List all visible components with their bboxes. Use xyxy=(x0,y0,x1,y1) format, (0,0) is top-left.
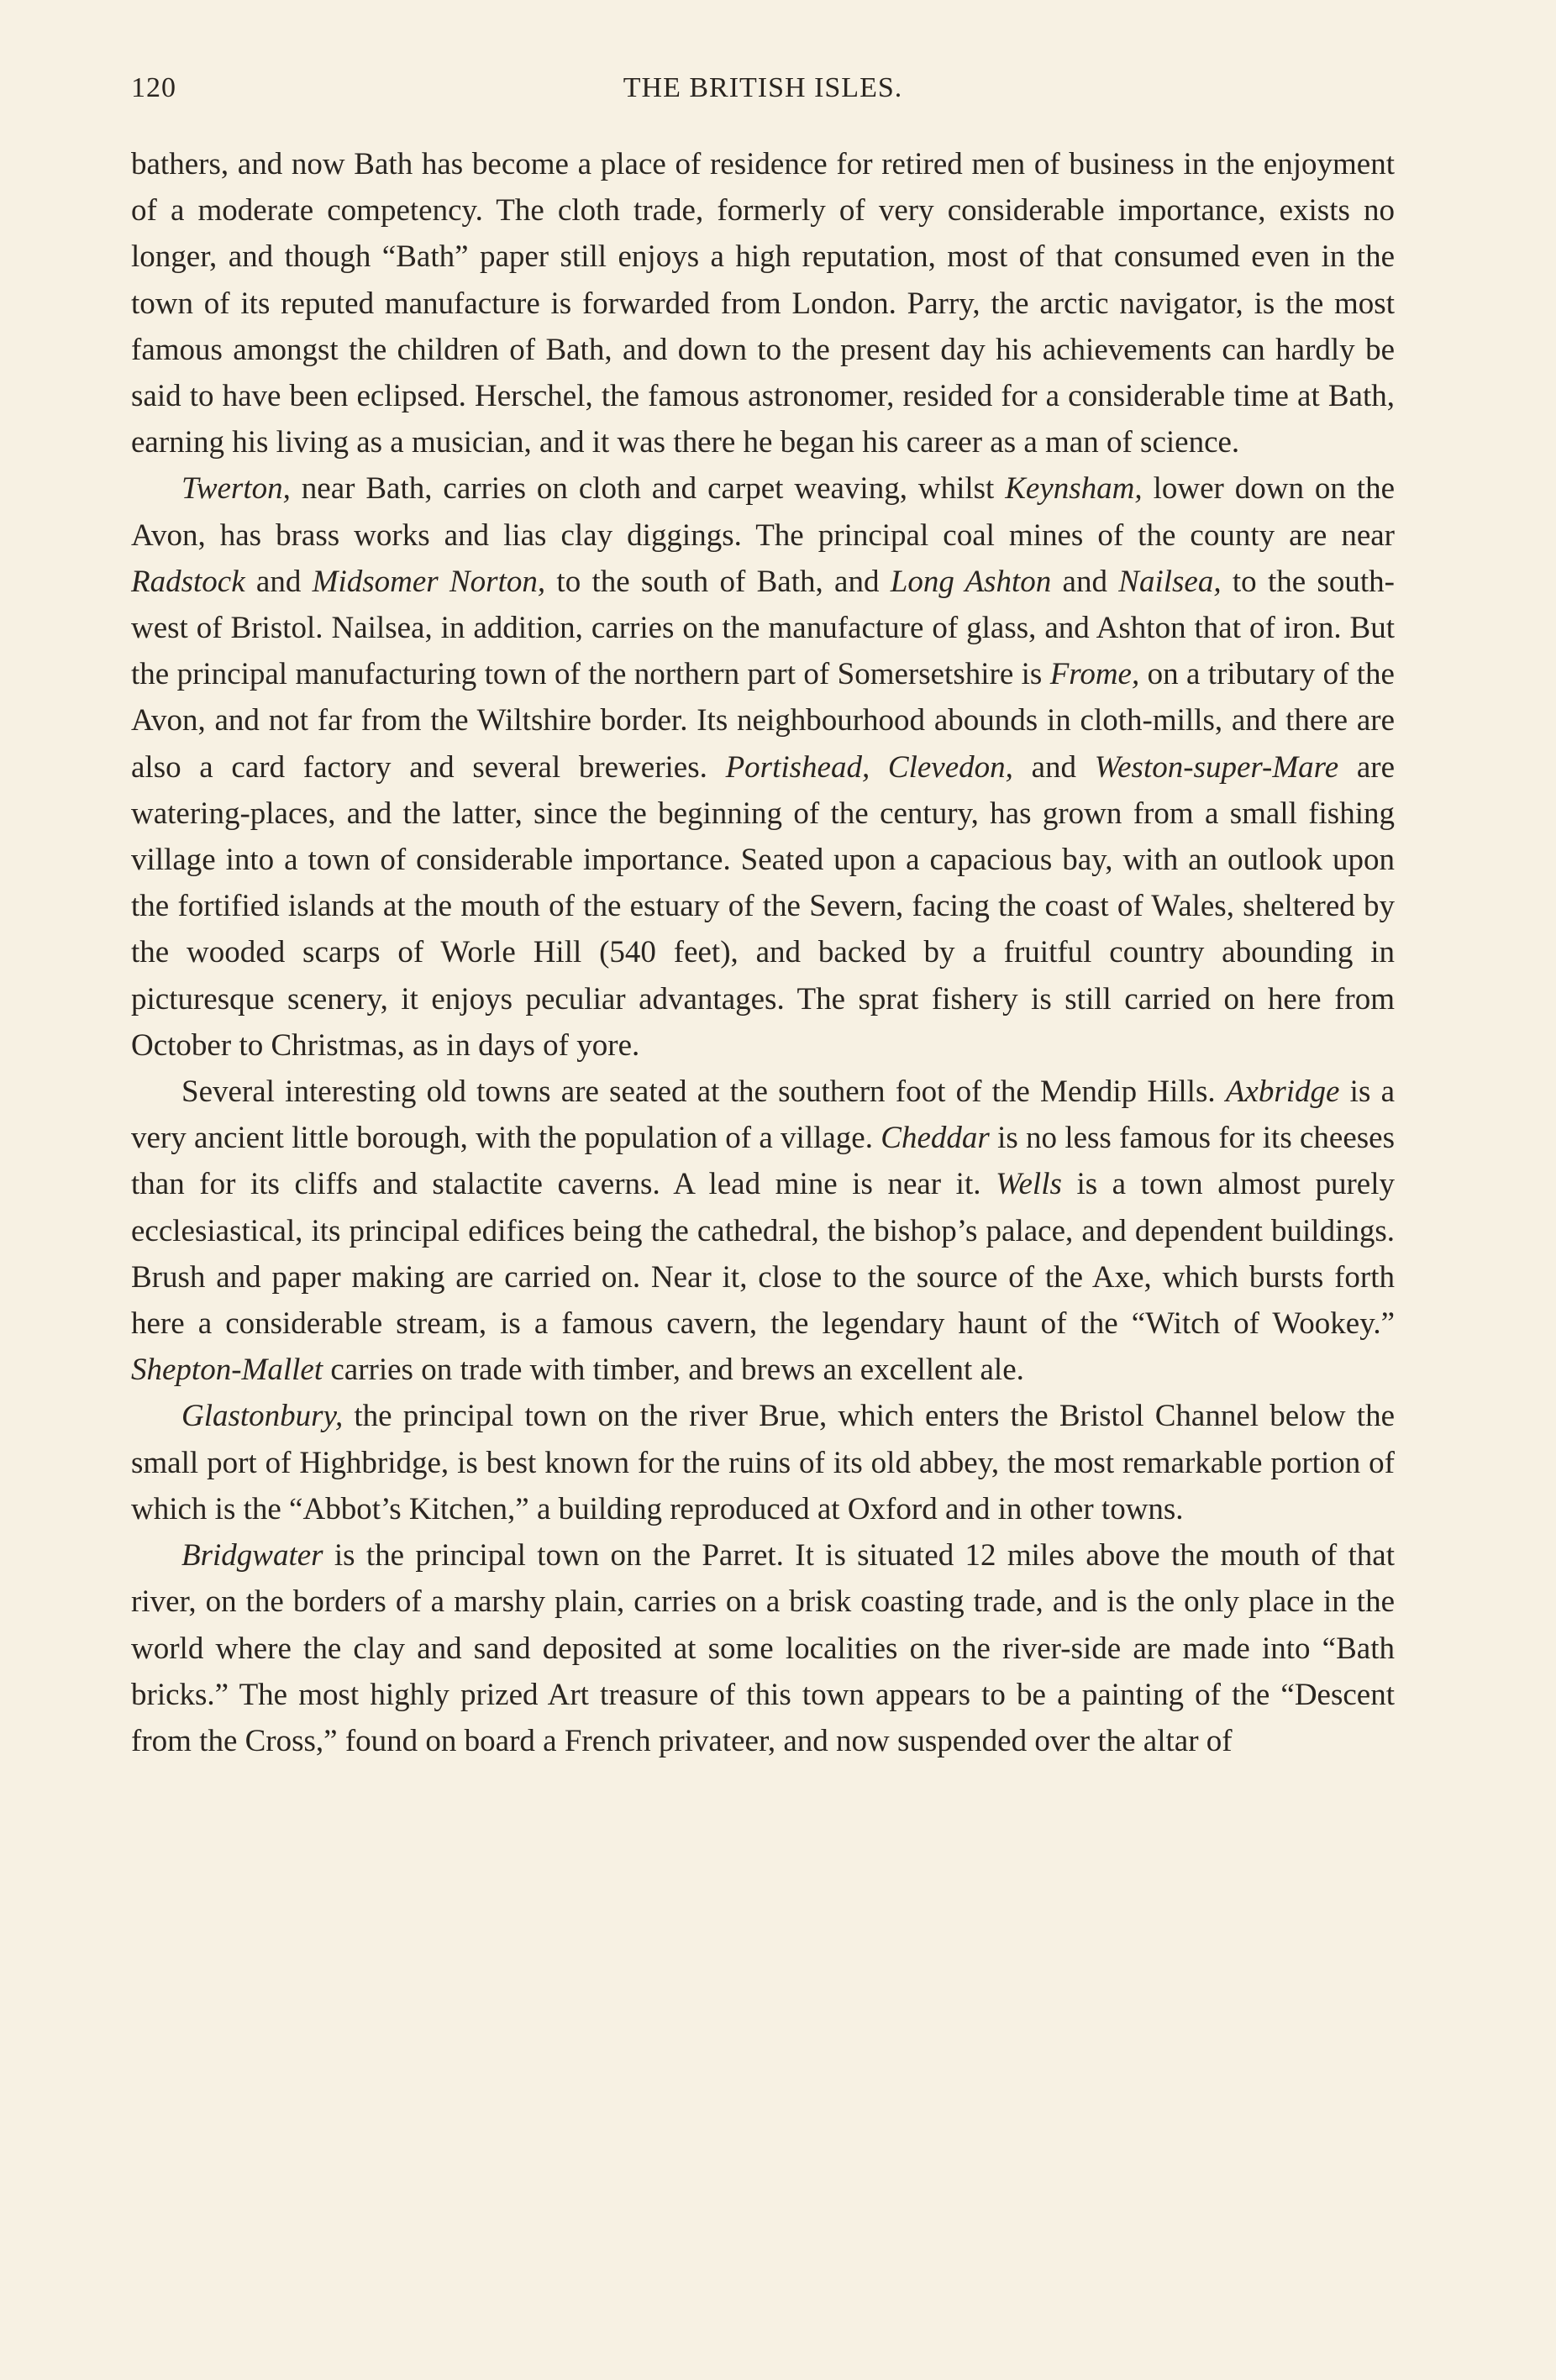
text-run: on a tributary of the Avon, and not far from the Wiltshire border. Its neighbourhood abounds in cloth-mills, and there are also a card factory and several breweries. xyxy=(131,657,1395,785)
place-name: Portishead, Clevedon, xyxy=(725,749,1013,785)
paragraph-bath xyxy=(131,141,1395,465)
text-run: are watering-places, and the latter, since the beginning of the century, has grown from a small fishing village into a town of considerable importance. Seated upon a capacious bay, with an outlook upon the fortified islands at the mouth of the estuary of the Severn, facing the coast of Wales, sheltered by the wooded scarps of Worle Hill (540 feet), and backed by a fruitful country abounding in picturesque scenery, it enjoys peculiar advantages. The sprat fishery is still carried on here from October to Christmas, as in days of yore. xyxy=(131,749,1395,1063)
text-run: lower down on the Avon, has brass works and lias clay diggings. The principal coal mines of the county are near xyxy=(131,471,1395,553)
text-run: is the principal town on the Parret. It is situated 12 miles above the mouth of that river, on the borders of a marshy plain, carries on a brisk coasting trade, and is the only place in the world where the clay and sand deposited at some localities on the river-side are made into “Bath bricks.” The most highly prized Art treasure of this town appears to be a painting of the “Descent from the Cross,” found on board a French privateer, and now suspended over the altar of xyxy=(131,1538,1395,1758)
text-run: is no less famous for its cheeses than for its cliffs and stalactite caverns. A lead mine is near it. xyxy=(131,1121,1395,1202)
place-name: Midsomer Norton, xyxy=(312,564,546,599)
text-run: Several interesting old towns are seated at the southern foot of the Mendip Hills. xyxy=(181,1074,1226,1110)
text-run: near Bath, carries on cloth and carpet weaving, whilst xyxy=(290,471,1006,507)
text-run: to the south-west of Bristol. Nailsea, in addition, carries on the manufacture of glass, and Ashton that of iron. But the principal manufacturing town of the northern part of Somersetshire is xyxy=(131,564,1395,692)
paragraph-mendip-towns xyxy=(131,1069,1395,1393)
text-run: is a town almost purely ecclesiastical, its principal edifices being the cathedral, the bishop’s palace, and dependent buildings. Brush and paper making are carried on. Near it, close to the source of the Axe, which bursts forth here a considerable stream, is a famous cavern, the legendary haunt of the “Witch of Wookey.” xyxy=(131,1167,1395,1342)
place-name: Radstock xyxy=(131,564,245,599)
place-name: Glastonbury, xyxy=(181,1399,344,1434)
body-text xyxy=(131,141,1395,1764)
place-name: Wells xyxy=(996,1167,1062,1202)
text-run: bathers, and now Bath has become a place of residence for retired men of business in the enjoyment of a moderate competency. The cloth trade, formerly of very considerable importance, exists no longer, and though “Bath” paper still enjoys a high reputation, most of that consumed even in the town of its reputed manufacture is forwarded from London. Parry, the arctic navigator, is the most famous amongst the children of Bath, and down to the present day his achievements can hardly be said to have been eclipsed. Herschel, the famous astronomer, resided for a considerable time at Bath, earning his living as a musician, and it was there he began his career as a man of science. xyxy=(131,147,1395,460)
place-name: Weston-super-Mare xyxy=(1094,749,1339,785)
place-name: Keynsham, xyxy=(1005,471,1143,507)
place-name: Frome, xyxy=(1049,657,1140,692)
paragraph-glastonbury xyxy=(131,1393,1395,1532)
place-name: Long Ashton xyxy=(890,564,1052,599)
page-header xyxy=(131,72,1395,123)
place-name: Shepton-Mallet xyxy=(131,1353,323,1388)
text-run: and xyxy=(1012,749,1095,785)
text-run: and xyxy=(244,564,313,599)
text-run: the principal town on the river Brue, which enters the Bristol Channel below the small port of Highbridge, is best known for the ruins of its old abbey, the most remarkable portion of which is the “Abbot’s Kitchen,” a building reproduced at Oxford and in other towns. xyxy=(131,1399,1395,1526)
paragraph-bridgwater xyxy=(131,1532,1395,1764)
place-name: Axbridge xyxy=(1225,1074,1340,1110)
place-name: Cheddar xyxy=(881,1121,990,1156)
text-run: is a very ancient little borough, with the population of a village. xyxy=(131,1074,1395,1156)
text-run: carries on trade with timber, and brews an excellent ale. xyxy=(323,1353,1024,1388)
page-number: 120 xyxy=(131,72,176,103)
place-name: Nailsea, xyxy=(1118,564,1222,599)
place-name: Bridgwater xyxy=(181,1538,323,1574)
paragraph-twerton xyxy=(131,465,1395,1069)
text-run: and xyxy=(1051,564,1119,599)
text-run: to the south of Bath, and xyxy=(545,564,891,599)
running-title: THE BRITISH ISLES. xyxy=(623,72,903,103)
place-name: Twerton, xyxy=(181,471,291,507)
